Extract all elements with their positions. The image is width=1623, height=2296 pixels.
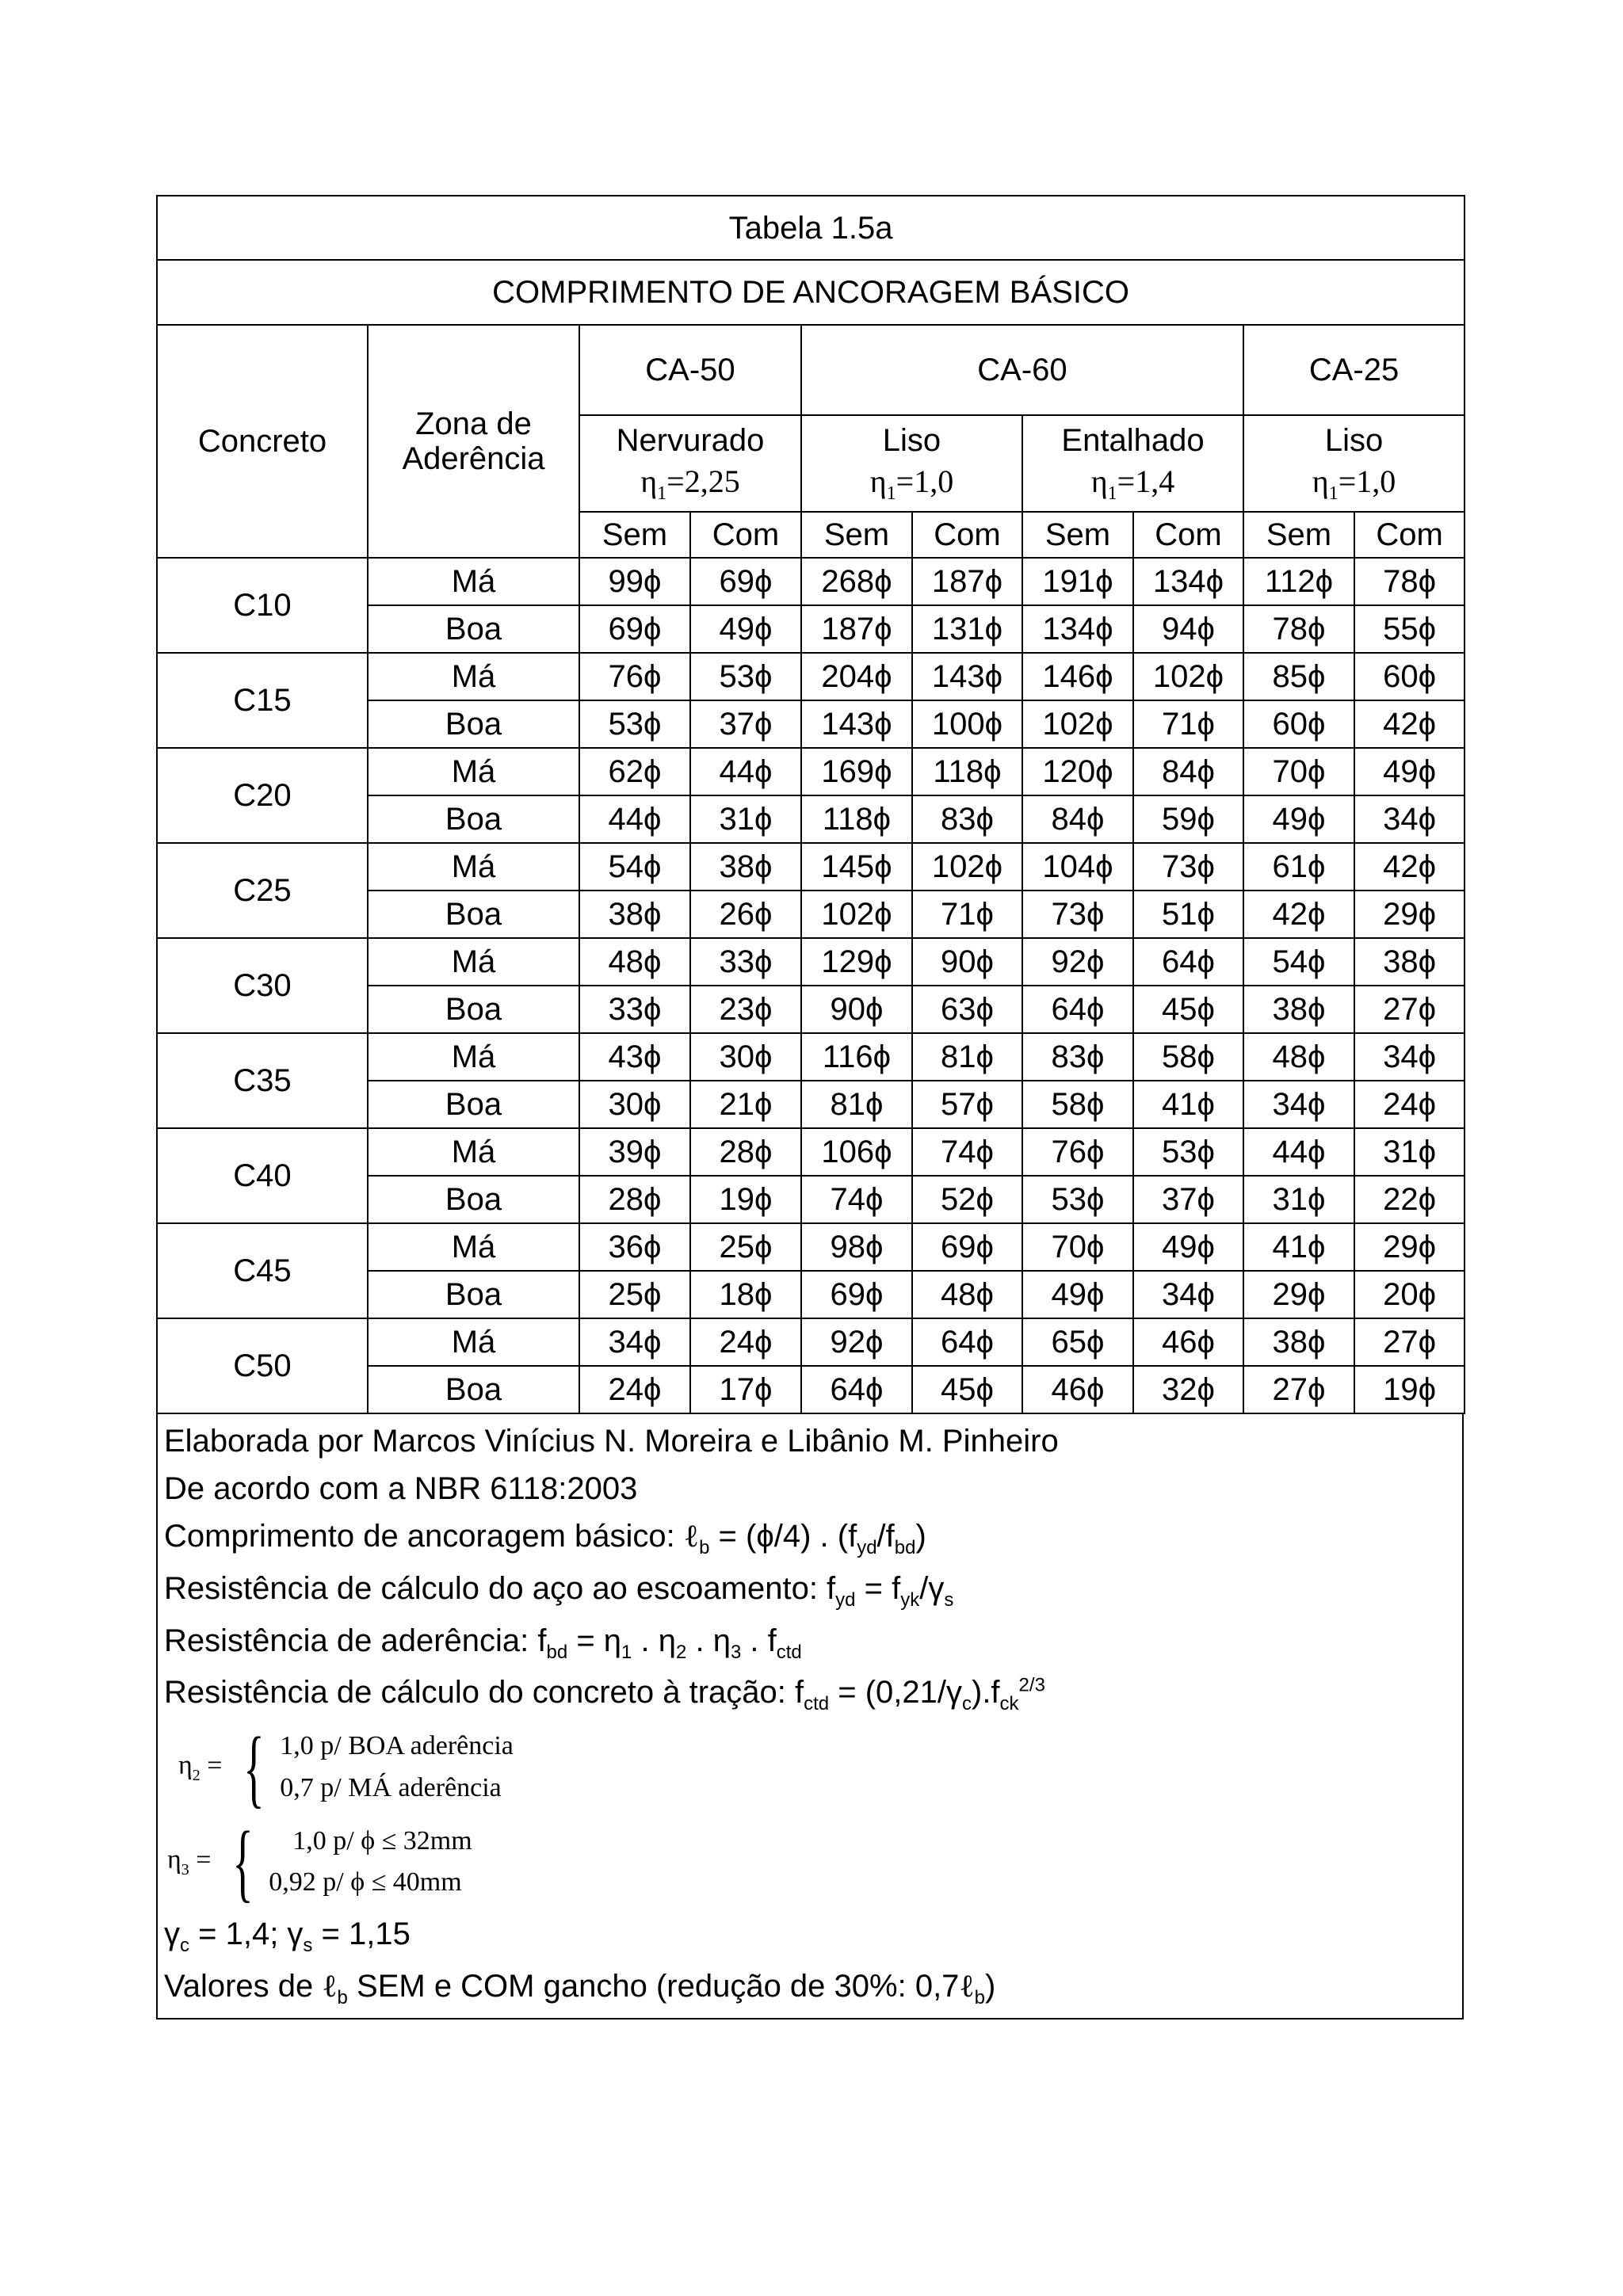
table-cell: 74ϕ bbox=[912, 1128, 1022, 1176]
table-cell: 30ϕ bbox=[690, 1033, 801, 1081]
table-cell: 48ϕ bbox=[579, 938, 690, 986]
table-cell: 37ϕ bbox=[690, 700, 801, 748]
table-cell: 134ϕ bbox=[1133, 558, 1243, 605]
table-cell: 34ϕ bbox=[1354, 795, 1465, 843]
table-row bbox=[157, 748, 1465, 795]
table-cell: 18ϕ bbox=[690, 1271, 801, 1318]
table-cell: 59ϕ bbox=[1133, 795, 1243, 843]
table-cell: 25ϕ bbox=[690, 1223, 801, 1271]
header-sem: Sem bbox=[1243, 512, 1354, 558]
eta2-option-ma: 0,7 p/ MÁ aderência bbox=[280, 1772, 502, 1802]
table-cell: 55ϕ bbox=[1354, 605, 1465, 653]
table-cell: 102ϕ bbox=[801, 891, 912, 938]
table-cell: 49ϕ bbox=[1133, 1223, 1243, 1271]
table-cell: 131ϕ bbox=[912, 605, 1022, 653]
table-cell: 34ϕ bbox=[579, 1318, 690, 1366]
table-cell: 64ϕ bbox=[1133, 938, 1243, 986]
table-cell: 42ϕ bbox=[1354, 843, 1465, 891]
header-com: Com bbox=[690, 512, 801, 558]
zona-aderencia: Boa bbox=[368, 1081, 579, 1128]
zona-aderencia: Má bbox=[368, 1223, 579, 1271]
table-cell: 64ϕ bbox=[912, 1318, 1022, 1366]
table-row bbox=[157, 558, 1465, 605]
header-bar-type bbox=[1022, 415, 1243, 512]
table-cell: 24ϕ bbox=[579, 1366, 690, 1413]
header-grade-ca50: CA-50 bbox=[579, 325, 801, 415]
table-cell: 49ϕ bbox=[1243, 795, 1354, 843]
bar-type-name: Entalhado bbox=[1061, 422, 1205, 458]
table-cell: 81ϕ bbox=[801, 1081, 912, 1128]
table-cell: 60ϕ bbox=[1243, 700, 1354, 748]
table-cell: 32ϕ bbox=[1133, 1366, 1243, 1413]
concreto-class: C20 bbox=[157, 748, 368, 843]
table-cell: 106ϕ bbox=[801, 1128, 912, 1176]
table-cell: 90ϕ bbox=[801, 986, 912, 1033]
zona-aderencia: Boa bbox=[368, 700, 579, 748]
table-cell: 112ϕ bbox=[1243, 558, 1354, 605]
header-bar-type bbox=[801, 415, 1022, 512]
table-cell: 84ϕ bbox=[1022, 795, 1133, 843]
table-cell: 52ϕ bbox=[912, 1176, 1022, 1223]
table-cell: 204ϕ bbox=[801, 653, 912, 700]
table-cell: 61ϕ bbox=[1243, 843, 1354, 891]
concreto-class: C15 bbox=[157, 653, 368, 748]
table-cell: 27ϕ bbox=[1243, 1366, 1354, 1413]
header-com: Com bbox=[1354, 512, 1465, 558]
table-cell: 129ϕ bbox=[801, 938, 912, 986]
table-cell: 69ϕ bbox=[579, 605, 690, 653]
concreto-class: C50 bbox=[157, 1318, 368, 1413]
table-cell: 85ϕ bbox=[1243, 653, 1354, 700]
table-cell: 44ϕ bbox=[690, 748, 801, 795]
table-cell: 28ϕ bbox=[579, 1176, 690, 1223]
zona-aderencia: Boa bbox=[368, 795, 579, 843]
table-cell: 63ϕ bbox=[912, 986, 1022, 1033]
table-cell: 84ϕ bbox=[1133, 748, 1243, 795]
table-cell: 74ϕ bbox=[801, 1176, 912, 1223]
note-fctd: Resistência de cálculo do concreto à tração: $f_{ctd} = (0,21/\gamma_c).f_{ck}^{2/3}$ bbox=[164, 1675, 1045, 1715]
header-bar-type bbox=[579, 415, 801, 512]
table-cell: 23ϕ bbox=[690, 986, 801, 1033]
table-cell: 69ϕ bbox=[690, 558, 801, 605]
table-cell: 39ϕ bbox=[579, 1128, 690, 1176]
table-cell: 146ϕ bbox=[1022, 653, 1133, 700]
bar-type-eta: $\eta_1=2,25$ bbox=[640, 463, 740, 504]
table-cell: 33ϕ bbox=[690, 938, 801, 986]
table-cell: 57ϕ bbox=[912, 1081, 1022, 1128]
zona-aderencia: Má bbox=[368, 938, 579, 986]
brace-icon: { bbox=[243, 1718, 265, 1816]
table-cell: 25ϕ bbox=[579, 1271, 690, 1318]
table-cell: 43ϕ bbox=[579, 1033, 690, 1081]
table-cell: 33ϕ bbox=[579, 986, 690, 1033]
table-cell: 44ϕ bbox=[1243, 1128, 1354, 1176]
table-cell: 69ϕ bbox=[912, 1223, 1022, 1271]
notes-cell bbox=[157, 1413, 1463, 2019]
concreto-class: C25 bbox=[157, 843, 368, 938]
zona-aderencia: Boa bbox=[368, 986, 579, 1033]
table-row bbox=[157, 653, 1465, 700]
table-cell: 268ϕ bbox=[801, 558, 912, 605]
table-cell: 22ϕ bbox=[1354, 1176, 1465, 1223]
table-cell: 71ϕ bbox=[912, 891, 1022, 938]
table-cell: 54ϕ bbox=[579, 843, 690, 891]
eta2-formula: $\eta_2$ = { 1,0 p/ BOA aderência 0,7 p/ MÁ aderência bbox=[178, 1718, 514, 1816]
bar-type-name: Liso bbox=[882, 422, 941, 458]
table-cell: 145ϕ bbox=[801, 843, 912, 891]
table-cell: 42ϕ bbox=[1354, 700, 1465, 748]
table-cell: 45ϕ bbox=[912, 1366, 1022, 1413]
eta2-option-boa: 1,0 p/ BOA aderência bbox=[280, 1731, 514, 1761]
table-cell: 58ϕ bbox=[1133, 1033, 1243, 1081]
table-cell: 143ϕ bbox=[801, 700, 912, 748]
bar-type-eta: $\eta_1=1,0$ bbox=[869, 463, 954, 504]
table-cell: 90ϕ bbox=[912, 938, 1022, 986]
note-lb: Comprimento de ancoragem básico: ℓ$_b$ = (ϕ/4) . $(f_{yd}/f_{bd})$ bbox=[164, 1518, 926, 1558]
table-cell: 118ϕ bbox=[801, 795, 912, 843]
table-cell: 42ϕ bbox=[1243, 891, 1354, 938]
table-cell: 73ϕ bbox=[1133, 843, 1243, 891]
header-sem: Sem bbox=[579, 512, 690, 558]
table-cell: 54ϕ bbox=[1243, 938, 1354, 986]
header-bar-type bbox=[1243, 415, 1465, 512]
table-row bbox=[157, 938, 1465, 986]
eta3-option-32: 1,0 p/ ϕ ≤ 32mm bbox=[292, 1825, 472, 1855]
table-cell: 69ϕ bbox=[801, 1271, 912, 1318]
table-cell: 19ϕ bbox=[690, 1176, 801, 1223]
table-cell: 76ϕ bbox=[1022, 1128, 1133, 1176]
table-cell: 120ϕ bbox=[1022, 748, 1133, 795]
table-cell: 83ϕ bbox=[912, 795, 1022, 843]
table-cell: 187ϕ bbox=[801, 605, 912, 653]
zona-aderencia: Má bbox=[368, 653, 579, 700]
anchorage-table bbox=[156, 195, 1465, 1414]
header-com: Com bbox=[912, 512, 1022, 558]
table-row bbox=[157, 1033, 1465, 1081]
zona-aderencia: Má bbox=[368, 1033, 579, 1081]
table-cell: 38ϕ bbox=[690, 843, 801, 891]
note-fyd: Resistência de cálculo do aço ao escoamento: $f_{yd} = f_{yk}/\gamma_s$ bbox=[164, 1570, 954, 1611]
note-gamma: $\gamma_c = 1,4$; $\gamma_s = 1,15$ bbox=[164, 1916, 411, 1956]
zona-aderencia: Má bbox=[368, 1128, 579, 1176]
document-page bbox=[156, 195, 1464, 2019]
header-grade-ca60: CA-60 bbox=[801, 325, 1243, 415]
table-cell: 134ϕ bbox=[1022, 605, 1133, 653]
table-cell: 17ϕ bbox=[690, 1366, 801, 1413]
zona-aderencia: Boa bbox=[368, 891, 579, 938]
table-cell: 71ϕ bbox=[1133, 700, 1243, 748]
table-cell: 38ϕ bbox=[579, 891, 690, 938]
table-cell: 191ϕ bbox=[1022, 558, 1133, 605]
zona-aderencia: Má bbox=[368, 843, 579, 891]
notes-table bbox=[156, 1413, 1464, 2019]
table-cell: 24ϕ bbox=[690, 1318, 801, 1366]
table-cell: 20ϕ bbox=[1354, 1271, 1465, 1318]
table-cell: 102ϕ bbox=[912, 843, 1022, 891]
concreto-class: C45 bbox=[157, 1223, 368, 1318]
table-cell: 46ϕ bbox=[1133, 1318, 1243, 1366]
header-concreto: Concreto bbox=[157, 325, 368, 558]
zona-aderencia: Má bbox=[368, 558, 579, 605]
table-cell: 76ϕ bbox=[579, 653, 690, 700]
table-cell: 64ϕ bbox=[1022, 986, 1133, 1033]
table-cell: 24ϕ bbox=[1354, 1081, 1465, 1128]
table-cell: 34ϕ bbox=[1354, 1033, 1465, 1081]
header-grade-ca25: CA-25 bbox=[1243, 325, 1465, 415]
zona-aderencia: Má bbox=[368, 1318, 579, 1366]
header-sem: Sem bbox=[1022, 512, 1133, 558]
table-cell: 187ϕ bbox=[912, 558, 1022, 605]
table-cell: 62ϕ bbox=[579, 748, 690, 795]
note-norm: De acordo com a NBR 6118:2003 bbox=[164, 1471, 638, 1506]
eta3-option-40: 0,92 p/ ϕ ≤ 40mm bbox=[269, 1867, 462, 1897]
table-cell: 44ϕ bbox=[579, 795, 690, 843]
table-cell: 92ϕ bbox=[801, 1318, 912, 1366]
eta3-formula: $\eta_3$ = { 1,0 p/ ϕ ≤ 32mm 0,92 p/ ϕ ≤ 40mm bbox=[167, 1814, 472, 1911]
table-cell: 36ϕ bbox=[579, 1223, 690, 1271]
table-cell: 41ϕ bbox=[1133, 1081, 1243, 1128]
table-cell: 45ϕ bbox=[1133, 986, 1243, 1033]
table-cell: 48ϕ bbox=[1243, 1033, 1354, 1081]
header-zona: Zona de Aderência bbox=[368, 325, 579, 558]
bar-type-name: Nervurado bbox=[616, 422, 765, 458]
table-cell: 169ϕ bbox=[801, 748, 912, 795]
table-cell: 81ϕ bbox=[912, 1033, 1022, 1081]
table-cell: 48ϕ bbox=[912, 1271, 1022, 1318]
concreto-class: C10 bbox=[157, 558, 368, 653]
bar-type-name: Liso bbox=[1324, 422, 1384, 458]
table-cell: 49ϕ bbox=[1354, 748, 1465, 795]
table-cell: 34ϕ bbox=[1243, 1081, 1354, 1128]
table-cell: 65ϕ bbox=[1022, 1318, 1133, 1366]
note-fbd: Resistência de aderência: $f_{bd} = \eta_1$ . $\eta_2$ . $\eta_3$ . $f_{ctd}$ bbox=[164, 1623, 802, 1663]
table-cell: 83ϕ bbox=[1022, 1033, 1133, 1081]
table-cell: 53ϕ bbox=[1022, 1176, 1133, 1223]
table-subtitle: COMPRIMENTO DE ANCORAGEM BÁSICO bbox=[157, 260, 1465, 325]
bar-type-eta: $\eta_1=1,4$ bbox=[1090, 463, 1175, 504]
table-cell: 78ϕ bbox=[1354, 558, 1465, 605]
table-row bbox=[157, 1128, 1465, 1176]
table-cell: 38ϕ bbox=[1354, 938, 1465, 986]
brace-icon: { bbox=[232, 1814, 254, 1911]
table-cell: 99ϕ bbox=[579, 558, 690, 605]
header-com: Com bbox=[1133, 512, 1243, 558]
table-title: Tabela 1.5a bbox=[157, 196, 1465, 260]
concreto-class: C40 bbox=[157, 1128, 368, 1223]
zona-aderencia: Boa bbox=[368, 1176, 579, 1223]
zona-aderencia: Boa bbox=[368, 1366, 579, 1413]
table-cell: 29ϕ bbox=[1243, 1271, 1354, 1318]
table-cell: 26ϕ bbox=[690, 891, 801, 938]
table-cell: 70ϕ bbox=[1243, 748, 1354, 795]
table-cell: 31ϕ bbox=[690, 795, 801, 843]
table-cell: 53ϕ bbox=[579, 700, 690, 748]
zona-aderencia: Boa bbox=[368, 605, 579, 653]
zona-aderencia: Má bbox=[368, 748, 579, 795]
table-cell: 78ϕ bbox=[1243, 605, 1354, 653]
table-cell: 100ϕ bbox=[912, 700, 1022, 748]
table-cell: 31ϕ bbox=[1354, 1128, 1465, 1176]
header-sem: Sem bbox=[801, 512, 912, 558]
table-cell: 30ϕ bbox=[579, 1081, 690, 1128]
table-cell: 92ϕ bbox=[1022, 938, 1133, 986]
table-row bbox=[157, 1223, 1465, 1271]
table-cell: 38ϕ bbox=[1243, 986, 1354, 1033]
table-cell: 31ϕ bbox=[1243, 1176, 1354, 1223]
table-cell: 41ϕ bbox=[1243, 1223, 1354, 1271]
table-cell: 27ϕ bbox=[1354, 986, 1465, 1033]
table-cell: 53ϕ bbox=[690, 653, 801, 700]
table-row bbox=[157, 843, 1465, 891]
table-cell: 21ϕ bbox=[690, 1081, 801, 1128]
table-cell: 29ϕ bbox=[1354, 1223, 1465, 1271]
table-cell: 49ϕ bbox=[690, 605, 801, 653]
table-cell: 29ϕ bbox=[1354, 891, 1465, 938]
table-cell: 73ϕ bbox=[1022, 891, 1133, 938]
table-cell: 64ϕ bbox=[801, 1366, 912, 1413]
table-cell: 102ϕ bbox=[1133, 653, 1243, 700]
table-cell: 58ϕ bbox=[1022, 1081, 1133, 1128]
table-cell: 49ϕ bbox=[1022, 1271, 1133, 1318]
table-cell: 60ϕ bbox=[1354, 653, 1465, 700]
concreto-class: C35 bbox=[157, 1033, 368, 1128]
table-cell: 38ϕ bbox=[1243, 1318, 1354, 1366]
table-cell: 37ϕ bbox=[1133, 1176, 1243, 1223]
table-cell: 19ϕ bbox=[1354, 1366, 1465, 1413]
note-values: Valores de ℓ$_b$ SEM e COM gancho (redução de 30%: 0,7ℓ$_b$) bbox=[164, 1967, 996, 2008]
table-cell: 70ϕ bbox=[1022, 1223, 1133, 1271]
table-cell: 143ϕ bbox=[912, 653, 1022, 700]
table-row bbox=[157, 1318, 1465, 1366]
table-cell: 102ϕ bbox=[1022, 700, 1133, 748]
table-cell: 34ϕ bbox=[1133, 1271, 1243, 1318]
table-cell: 53ϕ bbox=[1133, 1128, 1243, 1176]
table-cell: 118ϕ bbox=[912, 748, 1022, 795]
table-cell: 46ϕ bbox=[1022, 1366, 1133, 1413]
table-cell: 116ϕ bbox=[801, 1033, 912, 1081]
table-cell: 94ϕ bbox=[1133, 605, 1243, 653]
note-author: Elaborada por Marcos Vinícius N. Moreira e Libânio M. Pinheiro bbox=[164, 1424, 1059, 1459]
table-cell: 27ϕ bbox=[1354, 1318, 1465, 1366]
table-cell: 98ϕ bbox=[801, 1223, 912, 1271]
concreto-class: C30 bbox=[157, 938, 368, 1033]
table-cell: 28ϕ bbox=[690, 1128, 801, 1176]
bar-type-eta: $\eta_1=1,0$ bbox=[1312, 463, 1396, 504]
table-cell: 104ϕ bbox=[1022, 843, 1133, 891]
table-cell: 51ϕ bbox=[1133, 891, 1243, 938]
zona-aderencia: Boa bbox=[368, 1271, 579, 1318]
